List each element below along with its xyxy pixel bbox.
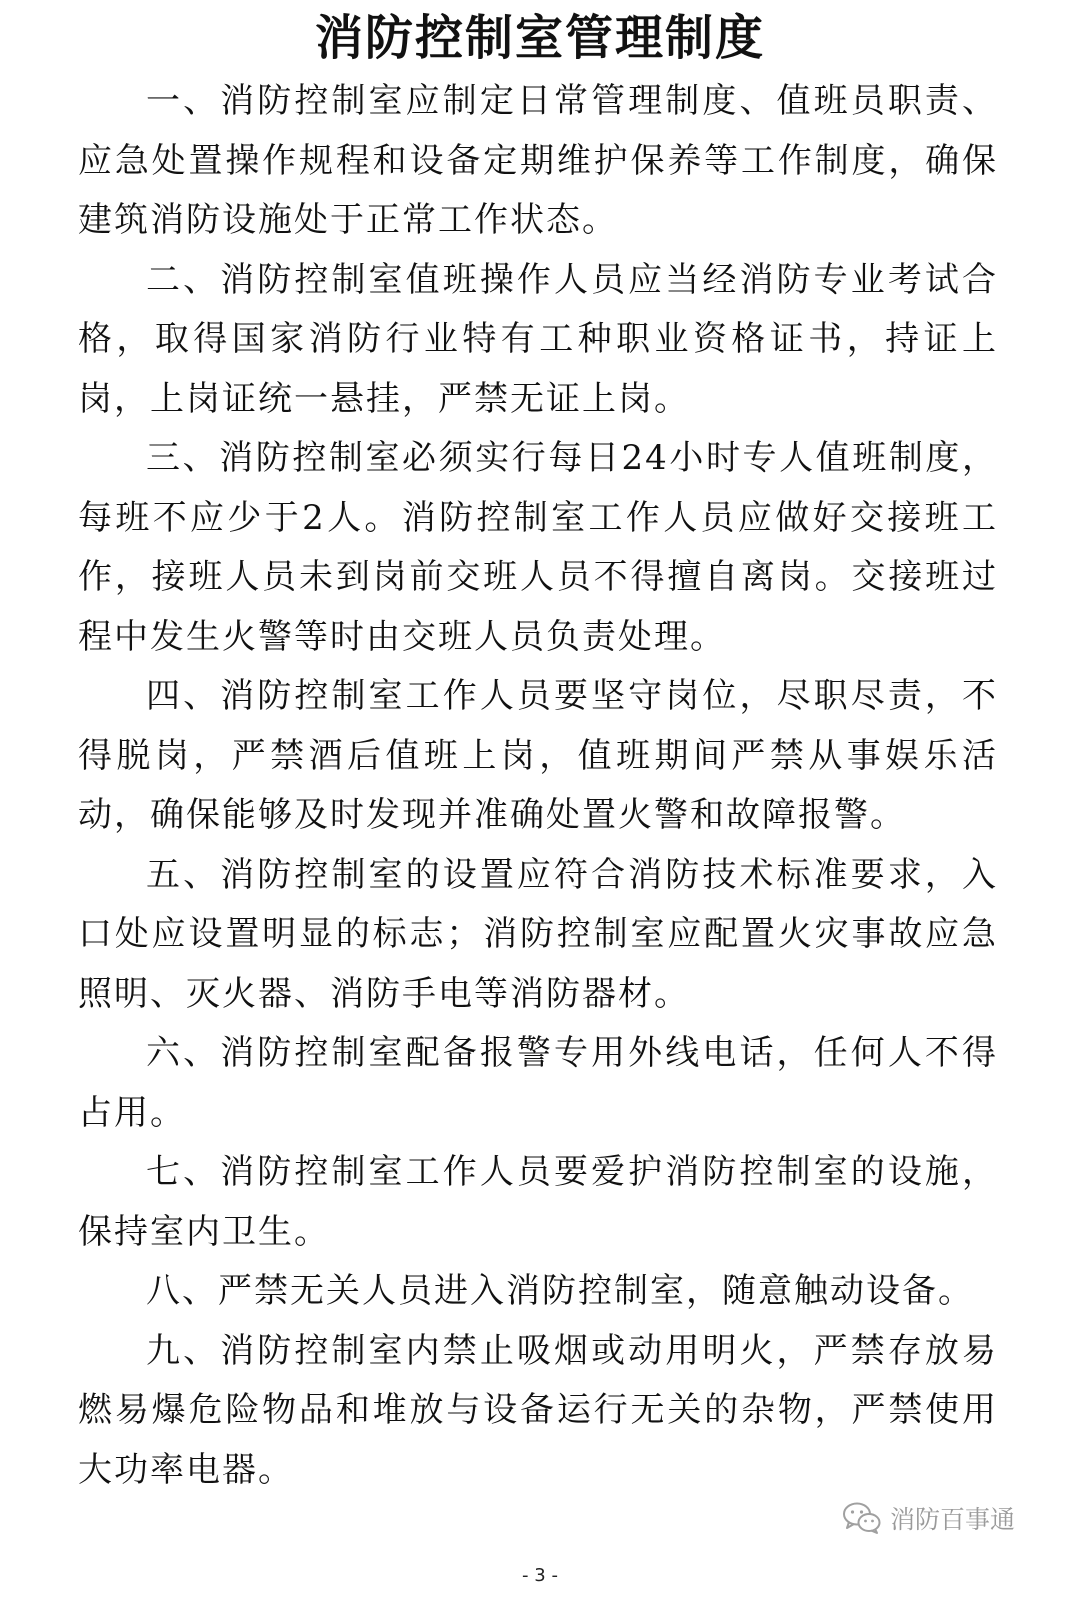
clause-6: 六、消防控制室配备报警专用外线电话，任何人不得占用。 bbox=[78, 1033, 998, 1133]
page-number: - 3 - bbox=[522, 1565, 558, 1586]
watermark bbox=[842, 1500, 1015, 1536]
clause-2: 二、消防控制室值班操作人员应当经消防专业考试合格，取得国家消防行业特有工种职业资格证书，持证上岗，上岗证统一悬挂，严禁无证上岗。 bbox=[78, 259, 998, 419]
clause-7: 七、消防控制室工作人员要爱护消防控制室的设施，保持室内卫生。 bbox=[78, 1152, 998, 1252]
clause-9: 九、消防控制室内禁止吸烟或动用明火，严禁存放易燃易爆危险物品和堆放与设备运行无关的杂物，严禁使用大功率电器。 bbox=[78, 1330, 998, 1490]
document-title: 消防控制室管理制度 bbox=[314, 10, 765, 66]
wechat-icon bbox=[842, 1501, 882, 1535]
clause-5: 五、消防控制室的设置应符合消防技术标准要求，入口处应设置明显的标志；消防控制室应配置火灾事故应急照明、灭火器、消防手电等消防器材。 bbox=[78, 854, 998, 1014]
clause-8: 八、严禁无关人员进入消防控制室，随意触动设备。 bbox=[146, 1271, 974, 1311]
clause-1: 一、消防控制室应制定日常管理制度、值班员职责、应急处置操作规程和设备定期维护保养等工作制度，确保建筑消防设施处于正常工作状态。 bbox=[78, 81, 998, 240]
clause-3: 三、消防控制室必须实行每日24小时专人值班制度，每班不应少于2人。消防控制室工作人员应做好交接班工作，接班人员未到岗前交班人员不得擅自离岗。交接班过程中发生火警等时由交班人员负责处理。 bbox=[78, 438, 998, 657]
document-body bbox=[78, 72, 998, 1500]
watermark-text: 消防百事通 bbox=[890, 1505, 1016, 1534]
clause-4: 四、消防控制室工作人员要坚守岗位，尽职尽责，不得脱岗，严禁酒后值班上岗，值班期间严禁从事娱乐活动，确保能够及时发现并准确处置火警和故障报警。 bbox=[78, 676, 998, 835]
